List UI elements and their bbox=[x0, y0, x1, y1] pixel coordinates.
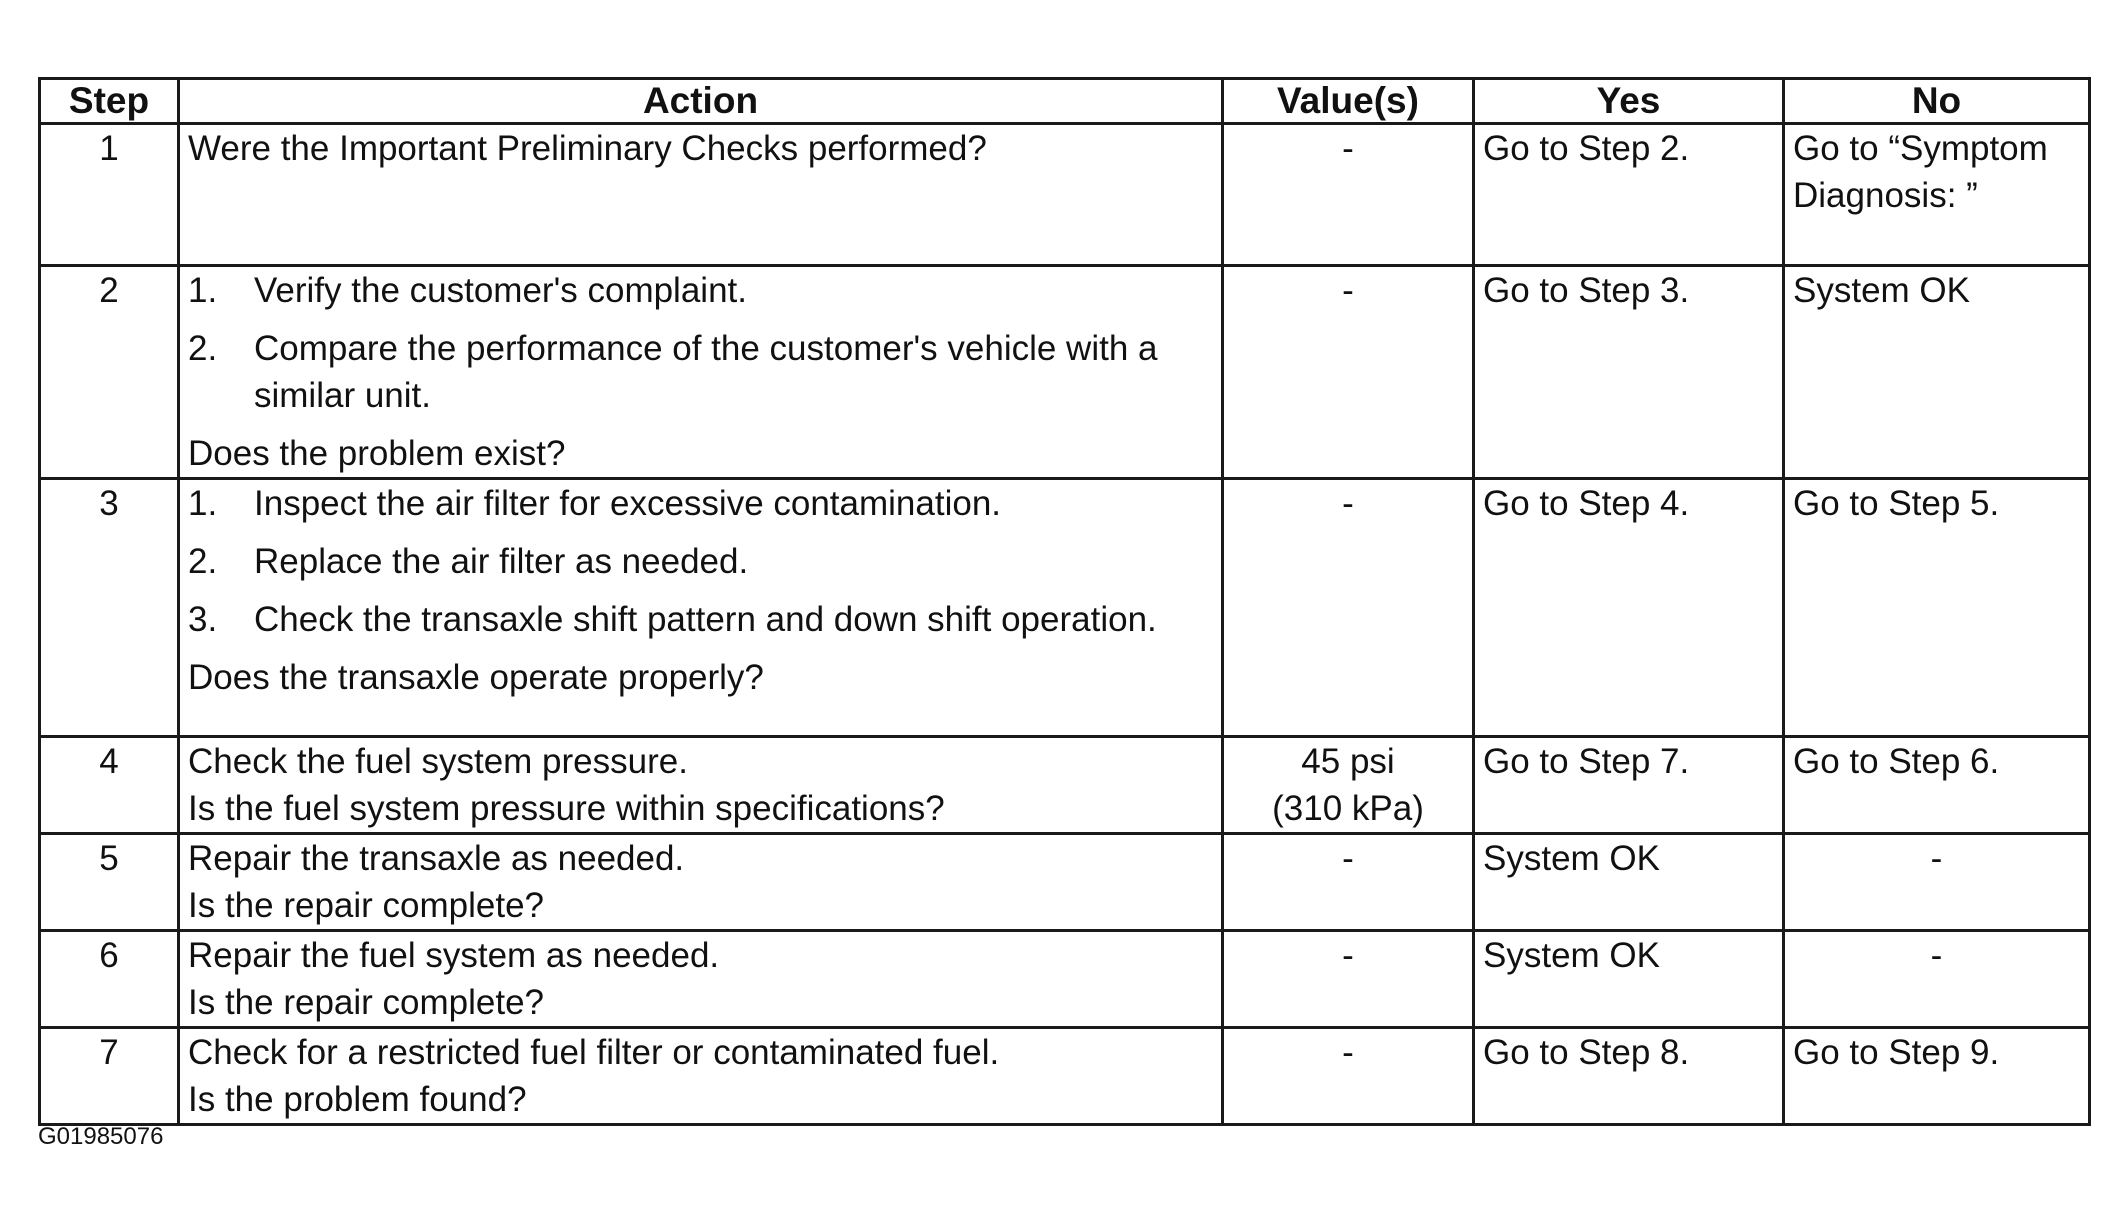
header-step: Step bbox=[40, 79, 179, 124]
action-cell bbox=[179, 834, 1223, 931]
value-text: - bbox=[1342, 1033, 1354, 1072]
list-text: Compare the performance of the customer's vehicle with a similar unit. bbox=[254, 329, 1158, 415]
value-text: - bbox=[1342, 129, 1354, 168]
yes-cell: Go to Step 8. bbox=[1474, 1028, 1784, 1125]
step-number: 1 bbox=[40, 124, 179, 266]
yes-cell: Go to Step 7. bbox=[1474, 737, 1784, 834]
header-action: Action bbox=[179, 79, 1223, 124]
action-cell bbox=[179, 931, 1223, 1028]
value-cell bbox=[1223, 737, 1474, 834]
table-row bbox=[40, 834, 2090, 931]
action-text: Check the fuel system pressure. bbox=[188, 742, 688, 781]
no-cell: Go to Step 6. bbox=[1784, 737, 2090, 834]
list-number: 3. bbox=[188, 600, 218, 639]
list-text: Check the transaxle shift pattern and down shift operation. bbox=[254, 600, 1157, 639]
action-text: Were the Important Preliminary Checks performed? bbox=[188, 129, 987, 168]
step-number: 3 bbox=[40, 479, 179, 737]
step-number: 7 bbox=[40, 1028, 179, 1125]
action-question: Does the problem exist? bbox=[188, 434, 566, 473]
list-number: 1. bbox=[188, 271, 218, 310]
step-number: 6 bbox=[40, 931, 179, 1028]
header-no: No bbox=[1784, 79, 2090, 124]
list-item bbox=[188, 267, 1213, 314]
action-cell bbox=[179, 1028, 1223, 1125]
list-item bbox=[188, 325, 1213, 419]
table-row bbox=[40, 124, 2090, 266]
action-text: Repair the fuel system as needed. bbox=[188, 936, 720, 975]
value-text: (310 kPa) bbox=[1272, 789, 1424, 828]
action-text: Repair the transaxle as needed. bbox=[188, 839, 685, 878]
yes-cell: System OK bbox=[1474, 931, 1784, 1028]
step-number: 5 bbox=[40, 834, 179, 931]
figure-code: G01985076 bbox=[38, 1123, 164, 1150]
action-question: Is the repair complete? bbox=[188, 983, 545, 1022]
action-cell bbox=[179, 737, 1223, 834]
list-item bbox=[188, 538, 1213, 585]
list-text: Replace the air filter as needed. bbox=[254, 542, 749, 581]
value-cell bbox=[1223, 266, 1474, 479]
value-cell bbox=[1223, 479, 1474, 737]
action-text: Check for a restricted fuel filter or contaminated fuel. bbox=[188, 1033, 1000, 1072]
action-question: Is the repair complete? bbox=[188, 886, 545, 925]
header-values: Value(s) bbox=[1223, 79, 1474, 124]
table-header-row bbox=[40, 79, 2090, 124]
action-cell bbox=[179, 479, 1223, 737]
action-cell bbox=[179, 124, 1223, 266]
diagnostic-table bbox=[38, 77, 2091, 1126]
value-cell bbox=[1223, 834, 1474, 931]
list-item bbox=[188, 596, 1213, 643]
no-cell: Go to Step 9. bbox=[1784, 1028, 2090, 1125]
step-number: 4 bbox=[40, 737, 179, 834]
no-cell: Go to “Symptom Diagnosis: ” bbox=[1784, 124, 2090, 266]
list-number: 1. bbox=[188, 484, 218, 523]
no-cell: Go to Step 5. bbox=[1784, 479, 2090, 737]
no-cell: - bbox=[1784, 931, 2090, 1028]
table-row bbox=[40, 737, 2090, 834]
value-text: 45 psi bbox=[1301, 742, 1395, 781]
header-yes: Yes bbox=[1474, 79, 1784, 124]
yes-cell: System OK bbox=[1474, 834, 1784, 931]
value-text: - bbox=[1342, 484, 1354, 523]
value-text: - bbox=[1342, 271, 1354, 310]
yes-cell: Go to Step 4. bbox=[1474, 479, 1784, 737]
no-cell: System OK bbox=[1784, 266, 2090, 479]
table-row bbox=[40, 479, 2090, 737]
yes-cell: Go to Step 2. bbox=[1474, 124, 1784, 266]
list-number: 2. bbox=[188, 329, 218, 368]
table-row bbox=[40, 1028, 2090, 1125]
action-question: Does the transaxle operate properly? bbox=[188, 658, 764, 697]
action-question: Is the problem found? bbox=[188, 1080, 527, 1119]
table-row bbox=[40, 266, 2090, 479]
action-question: Is the fuel system pressure within specifications? bbox=[188, 789, 945, 828]
no-cell: - bbox=[1784, 834, 2090, 931]
value-cell bbox=[1223, 931, 1474, 1028]
value-cell bbox=[1223, 1028, 1474, 1125]
list-number: 2. bbox=[188, 542, 218, 581]
value-text: - bbox=[1342, 839, 1354, 878]
table-row bbox=[40, 931, 2090, 1028]
yes-cell: Go to Step 3. bbox=[1474, 266, 1784, 479]
list-item bbox=[188, 480, 1213, 527]
value-text: - bbox=[1342, 936, 1354, 975]
value-cell bbox=[1223, 124, 1474, 266]
action-cell bbox=[179, 266, 1223, 479]
list-text: Verify the customer's complaint. bbox=[254, 271, 747, 310]
step-number: 2 bbox=[40, 266, 179, 479]
list-text: Inspect the air filter for excessive contamination. bbox=[254, 484, 1002, 523]
